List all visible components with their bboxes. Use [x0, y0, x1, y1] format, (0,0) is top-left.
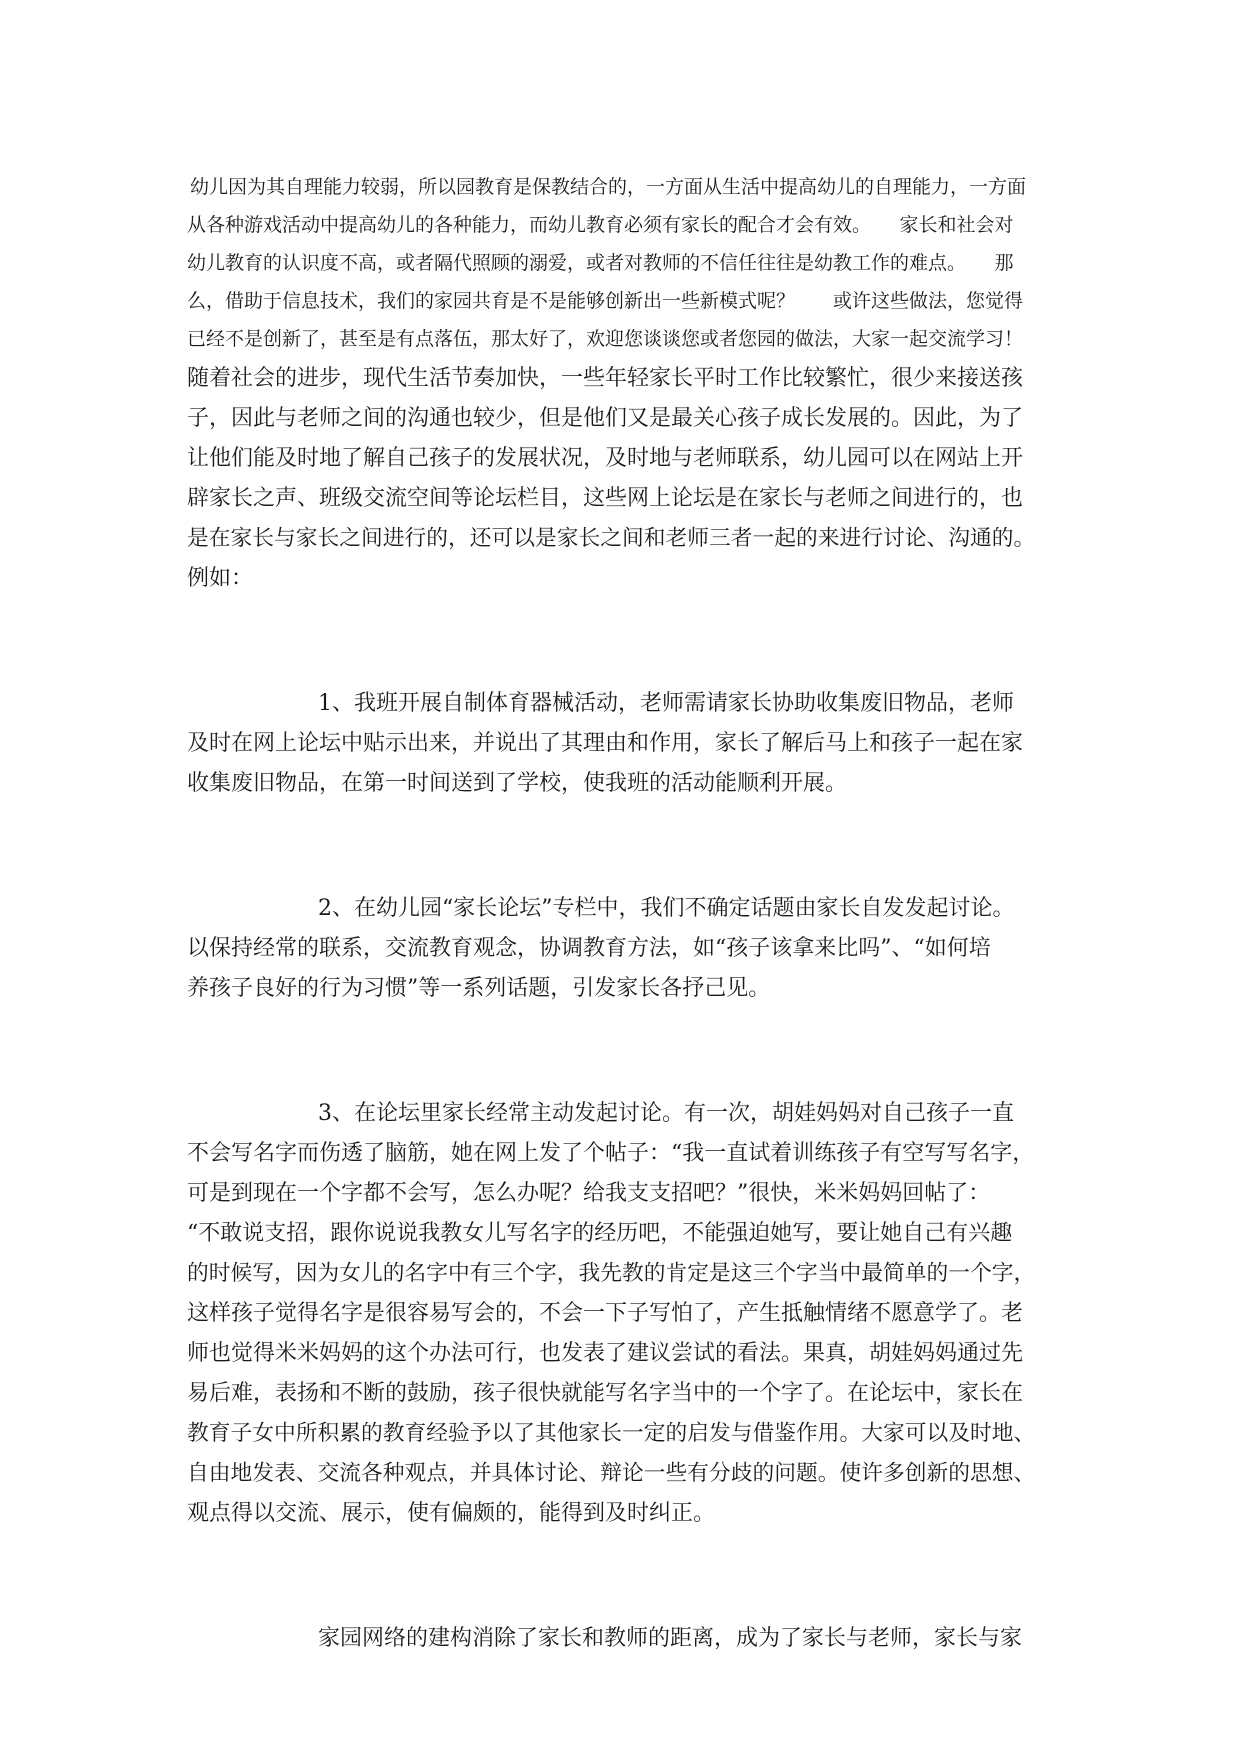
- item-3-line: 教育子女中所积累的教育经验予以了其他家长一定的启发与借鉴作用。大家可以及时地、: [187, 1421, 1036, 1446]
- item-3-line: “不敢说支招，跟你说说我教女儿写名字的经历吧，不能强迫她写，要让她自己有兴趣: [187, 1221, 1013, 1246]
- item-3-line: 观点得以交流、展示，使有偏颇的，能得到及时纠正。: [187, 1501, 716, 1526]
- body-line: 随着社会的进步，现代生活节奏加快，一些年轻家长平时工作比较繁忙，很少来接送孩: [187, 366, 1024, 391]
- body-line: 例如：: [187, 566, 254, 591]
- item-1-line: 及时在网上论坛中贴示出来，并说出了其理由和作用，家长了解后马上和孩子一起在家: [187, 731, 1024, 756]
- item-3-line: 易后难，表扬和不断的鼓励，孩子很快就能写名字当中的一个字了。在论坛中，家长在: [187, 1381, 1024, 1406]
- intro-line: 么，借助于信息技术，我们的家园共育是不是能够创新出一些新模式呢？ 或许这些做法，您觉得: [187, 290, 1024, 312]
- body-line: 辟家长之声、班级交流空间等论坛栏目，这些网上论坛是在家长与老师之间进行的，也: [187, 486, 1024, 511]
- item-3-line: 的时候写，因为女儿的名字中有三个字，我先教的肯定是这三个字当中最简单的一个字，: [187, 1261, 1036, 1286]
- body-line: 是在家长与家长之间进行的，还可以是家长之间和老师三者一起的来进行讨论、沟通的。: [187, 526, 1036, 551]
- intro-line: 从各种游戏活动中提高幼儿的各种能力，而幼儿教育必须有家长的配合才会有效。 家长和社会对: [187, 214, 1014, 236]
- item-3-line: 3、在论坛里家长经常主动发起讨论。有一次，胡娃妈妈对自己孩子一直: [318, 1101, 1014, 1126]
- item-2-line: 以保持经常的联系，交流教育观念，协调教育方法，如“孩子该拿来比吗”、“如何培: [187, 936, 991, 961]
- item-3-line: 不会写名字而伤透了脑筋，她在网上发了个帖子：“我一直试着训练孩子有空写写名字，: [187, 1141, 1035, 1166]
- item-2-line: 2、在幼儿园“家长论坛”专栏中，我们不确定话题由家长自发发起讨论。: [318, 896, 1015, 921]
- body-line: 子，因此与老师之间的沟通也较少，但是他们又是最关心孩子成长发展的。因此，为了: [187, 406, 1024, 431]
- intro-line: 幼儿因为其自理能力较弱，所以园教育是保教结合的，一方面从生活中提高幼儿的自理能力，一方面: [190, 176, 1027, 198]
- item-1-line: 1、我班开展自制体育器械活动，老师需请家长协助收集废旧物品，老师: [318, 691, 1014, 716]
- closing-line: 家园网络的建构消除了家长和教师的距离，成为了家长与老师，家长与家: [318, 1626, 1023, 1651]
- item-3-line: 这样孩子觉得名字是很容易写会的，不会一下子写怕了，产生抵触情绪不愿意学了。老: [187, 1301, 1024, 1326]
- intro-line: 幼儿教育的认识度不高，或者隔代照顾的溺爱，或者对教师的不信任往往是幼教工作的难点。 那: [187, 252, 1014, 274]
- item-3-line: 师也觉得米米妈妈的这个办法可行，也发表了建议尝试的看法。果真，胡娃妈妈通过先: [187, 1341, 1024, 1366]
- intro-line: 已经不是创新了，甚至是有点落伍，那太好了，欢迎您谈谈您或者您园的做法，大家一起交流学习！: [187, 328, 1024, 350]
- item-3-line: 自由地发表、交流各种观点，并具体讨论、辩论一些有分歧的问题。使许多创新的思想、: [187, 1461, 1036, 1486]
- item-2-line: 养孩子良好的行为习惯”等一系列话题，引发家长各抒己见。: [187, 976, 771, 1001]
- body-line: 让他们能及时地了解自己孩子的发展状况，及时地与老师联系，幼儿园可以在网站上开: [187, 446, 1024, 471]
- item-1-line: 收集废旧物品，在第一时间送到了学校，使我班的活动能顺利开展。: [187, 771, 848, 796]
- item-3-line: 可是到现在一个字都不会写，怎么办呢？给我支支招吧？”很快，米米妈妈回帖了：: [187, 1181, 991, 1206]
